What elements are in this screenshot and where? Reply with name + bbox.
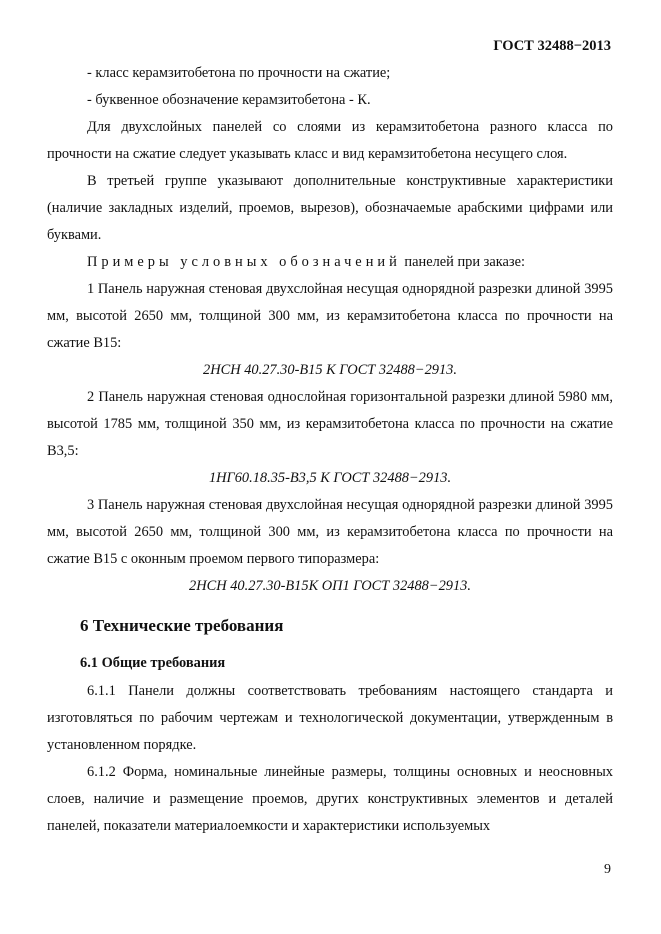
example-2: 2 Панель наружная стеновая однослойная горизонтальной разрезки длиной 5980 мм, высотой 1785 мм, толщиной 350 мм, из керамзитобетона класса по прочности на сжатие В3,5:: [47, 389, 613, 459]
examples-rest-text: панелей при заказе:: [400, 254, 525, 270]
examples-spaced-text: Примеры условных обозначений: [87, 254, 401, 270]
list-item-class: - класс керамзитобетона по прочности на сжатие;: [87, 65, 391, 81]
example-3-code: 2НСН 40.27.30-В15К ОП1 ГОСТ 32488−2913.: [189, 578, 471, 594]
section-6-1-heading: 6.1 Общие требования: [80, 655, 226, 671]
example-1-code: 2НСН 40.27.30-В15 К ГОСТ 32488−2913.: [203, 362, 457, 378]
document-code-header: ГОСТ 32488−2013: [493, 38, 611, 54]
list-item-letter-code: - буквенное обозначение керамзитобетона - К.: [87, 92, 371, 108]
paragraph-third-group: В третьей группе указывают дополнительные конструктивные характеристики (наличие закладных изделий, проемов, вырезов), обозначаемые арабскими цифрами или буквами.: [47, 173, 613, 243]
example-1: 1 Панель наружная стеновая двухслойная несущая однорядной разрезки длиной 3995 мм, высотой 2650 мм, толщиной 300 мм, из керамзитобетона класса по прочности на сжатие В15:: [47, 281, 613, 351]
paragraph-two-layer: Для двухслойных панелей со слоями из керамзитобетона разного класса по прочности на сжатие следует указывать класс и вид керамзитобетона несущего слоя.: [47, 119, 613, 162]
example-2-code: 1НГ60.18.35-В3,5 К ГОСТ 32488−2913.: [208, 470, 452, 486]
paragraph-examples-intro: [47, 249, 613, 276]
document-body: [47, 60, 613, 840]
paragraph-6-1-2: 6.1.2 Форма, номинальные линейные размеры, толщины основных и неосновных слоев, наличие и размещение проемов, других конструктивных элементов и деталей панелей, показатели материалоемкости и характеристики используемых: [47, 764, 613, 834]
example-3: 3 Панель наружная стеновая двухслойная несущая однорядной разрезки длиной 3995 мм, высотой 2650 мм, толщиной 300 мм, из керамзитобетона класса по прочности на сжатие В15 с оконным проемом первого типоразмера:: [47, 497, 613, 567]
paragraph-6-1-1: 6.1.1 Панели должны соответствовать требованиям настоящего стандарта и изготовляться по рабочим чертежам и технологической документации, утвержденным в установленном порядке.: [47, 683, 613, 753]
page-number: 9: [604, 862, 611, 877]
section-6-heading: 6 Технические требования: [80, 616, 284, 635]
